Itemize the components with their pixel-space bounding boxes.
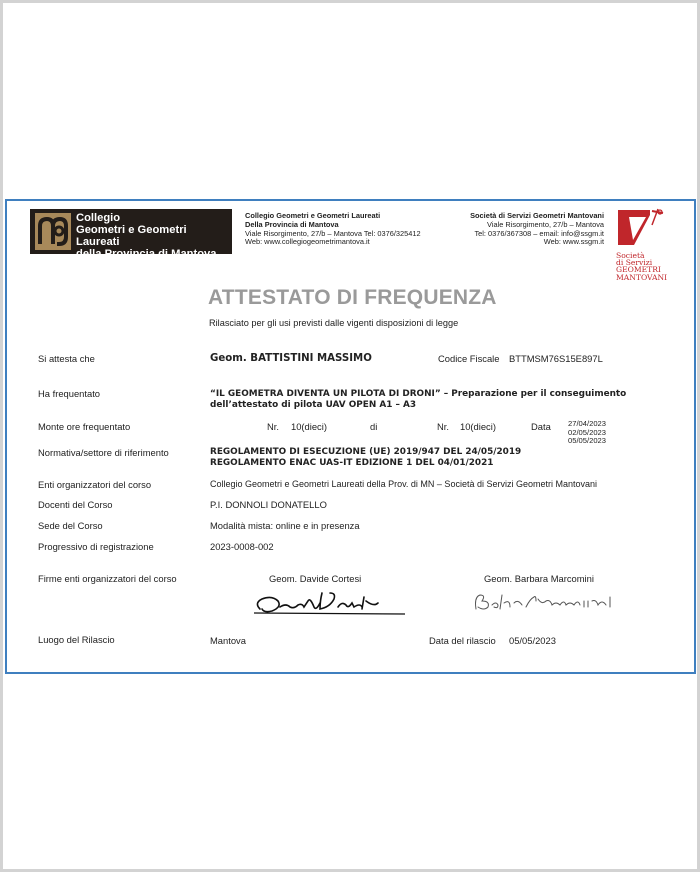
attesta-name: Geom. BATTISTINI MASSIMO	[210, 353, 372, 364]
docenti-label: Docenti del Corso	[38, 499, 113, 510]
course-line: dell’attestato di pilota UAV OPEN A1 – A3	[210, 400, 417, 410]
collegio-emblem-icon	[35, 213, 71, 250]
luogo-label: Luogo del Rilascio	[38, 634, 115, 645]
cf-value: BTTMSM76S15E897L	[509, 353, 603, 364]
nr2-value: 10(dieci)	[460, 421, 496, 432]
firme-label: Firme enti organizzatori del corso	[38, 573, 177, 584]
frequentato-label: Ha frequentato	[38, 388, 101, 399]
nr1-label: Nr.	[267, 421, 279, 432]
signer1-name: Geom. Davide Cortesi	[269, 573, 362, 584]
logo-line: Collegio	[76, 212, 121, 224]
sede-label: Sede del Corso	[38, 520, 103, 531]
normativa-line: REGOLAMENTO DI ESECUZIONE (UE) 2019/947 DEL 24/05/2019	[210, 447, 522, 457]
sede-value: Modalità mista: online e in presenza	[210, 520, 360, 531]
logo-line: di Servizi	[616, 258, 653, 268]
normativa-label: Normativa/settore di riferimento	[38, 447, 169, 458]
enti-label: Enti organizzatori del corso	[38, 479, 152, 490]
data-label: Data	[531, 421, 551, 432]
di-label: di	[370, 421, 378, 432]
collegio-address: Viale Risorgimento, 27/b – Mantova Tel: 0376/325412	[245, 228, 421, 238]
ssgm-web: Web: www.ssgm.it	[543, 237, 604, 247]
ssgm-contacts: Tel: 0376/367308 – email: info@ssgm.it	[474, 228, 604, 238]
collegio-contact	[245, 212, 421, 247]
rilascio-date-value: 05/05/2023	[509, 635, 556, 646]
ssgm-name: Società di Servizi Geometri Mantovani	[470, 211, 604, 220]
cf-label: Codice Fiscale	[438, 353, 500, 364]
course-date: 05/05/2023	[568, 436, 607, 446]
course-date: 27/04/2023	[568, 419, 607, 428]
nr1-value: 10(dieci)	[291, 421, 327, 432]
ssgm-logo	[616, 207, 668, 281]
attesta-label: Si attesta che	[38, 353, 95, 364]
collegio-logo-text	[76, 212, 232, 260]
docenti-value: P.I. DONNOLI DONATELLO	[210, 499, 327, 510]
course-dates	[568, 420, 606, 446]
nr2-label: Nr.	[437, 421, 449, 432]
ssgm-contact	[470, 212, 604, 247]
enti-value: Collegio Geometri e Geometri Laureati della Prov. di MN – Società di Servizi Geometri Mantovani	[210, 479, 597, 489]
certificate	[5, 199, 696, 674]
luogo-value: Mantova	[210, 635, 246, 646]
monte-label: Monte ore frequentato	[38, 421, 131, 432]
course-date: 02/05/2023	[568, 427, 607, 437]
signature-cortesi	[250, 587, 410, 619]
normativa-value	[210, 447, 521, 469]
ssgm-compass-icon	[616, 207, 666, 247]
rilascio-date-label: Data del rilascio	[429, 635, 496, 646]
ssgm-address: Viale Risorgimento, 27/b – Mantova	[487, 219, 604, 229]
progressivo-value: 2023-0008-002	[210, 541, 274, 552]
signature-marcomini	[470, 587, 620, 615]
logo-line: Società	[616, 251, 645, 260]
ssgm-logo-text	[616, 252, 668, 281]
collegio-name: Collegio Geometri e Geometri Laureati	[245, 211, 381, 220]
course-line: “IL GEOMETRA DIVENTA UN PILOTA DI DRONI” – Preparazione per il conseguimento	[210, 389, 627, 399]
normativa-line: REGOLAMENTO ENAC UAS-IT EDIZIONE 1 DEL 04/01/2021	[210, 458, 494, 468]
document-title: ATTESTATO DI FREQUENZA	[208, 286, 497, 309]
logo-line: Geometri e Geometri Laureati	[76, 224, 187, 248]
collegio-province: Della Provincia di Mantova	[245, 219, 339, 229]
collegio-logo	[30, 209, 232, 260]
document-subtitle: Rilasciato per gli usi previsti dalle vigenti disposizioni di legge	[209, 318, 459, 328]
progressivo-label: Progressivo di registrazione	[38, 541, 154, 552]
logo-line: della Provincia di Mantova	[76, 248, 217, 260]
course-title	[210, 389, 626, 411]
logo-line: MANTOVANI	[616, 272, 668, 282]
signer2-name: Geom. Barbara Marcomini	[484, 573, 594, 584]
collegio-web: Web: www.collegiogeometrimantova.it	[245, 237, 370, 247]
logo-line: GEOMETRI	[616, 265, 661, 275]
